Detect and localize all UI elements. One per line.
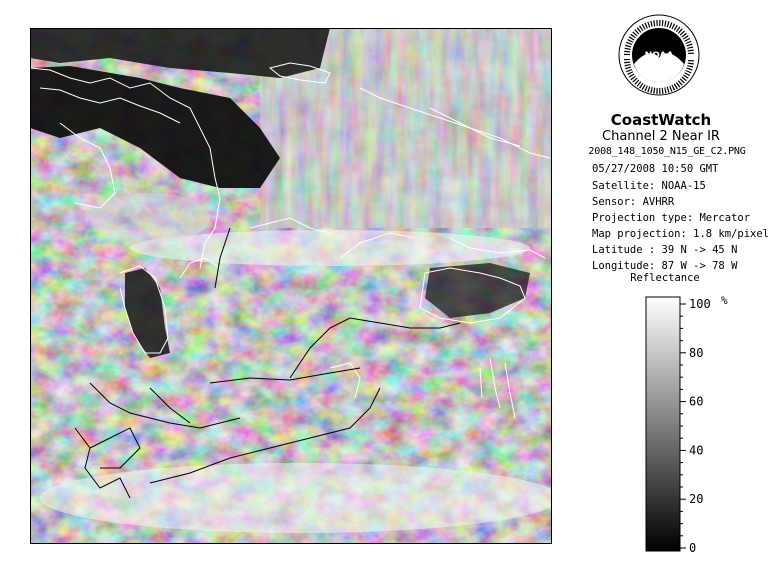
brand-title: CoastWatch — [610, 111, 712, 129]
latitude-label: Latitude : 39 N -> 45 N — [592, 244, 738, 256]
longitude-label: Longitude: 87 W -> 78 W — [592, 260, 738, 272]
satellite-label: Satellite: NOAA-15 — [592, 180, 706, 192]
colorbar-gradient — [646, 297, 680, 551]
colorbar-tick-label: 20 — [689, 492, 704, 507]
channel-label: Channel 2 Near IR — [602, 129, 720, 144]
noaa-logo — [618, 14, 700, 96]
satellite-image-map — [30, 28, 552, 544]
colorbar-tick-label: 100 — [689, 297, 711, 311]
colorbar-tick-label: 60 — [689, 394, 704, 409]
cloud-band — [40, 463, 552, 533]
noaa-logo-text: NOAA — [644, 51, 674, 61]
colorbar-tick-label: 80 — [689, 345, 704, 360]
datetime-label: 05/27/2008 10:50 GMT — [592, 163, 719, 175]
reflectance-colorbar — [645, 296, 765, 552]
filename-label: 2008_148_1050_N15_GE_C2.PNG — [588, 146, 746, 157]
sensor-label: Sensor: AVHRR — [592, 196, 675, 208]
colorbar-tick-label: 0 — [689, 541, 697, 552]
legend-title: Reflectance — [630, 272, 700, 284]
map-projection-label: Map projection: 1.8 km/pixel — [592, 228, 770, 240]
colorbar-tick-label: 40 — [689, 443, 704, 458]
legend-unit: % — [721, 296, 728, 307]
projection-type-label: Projection type: Mercator — [592, 212, 751, 224]
